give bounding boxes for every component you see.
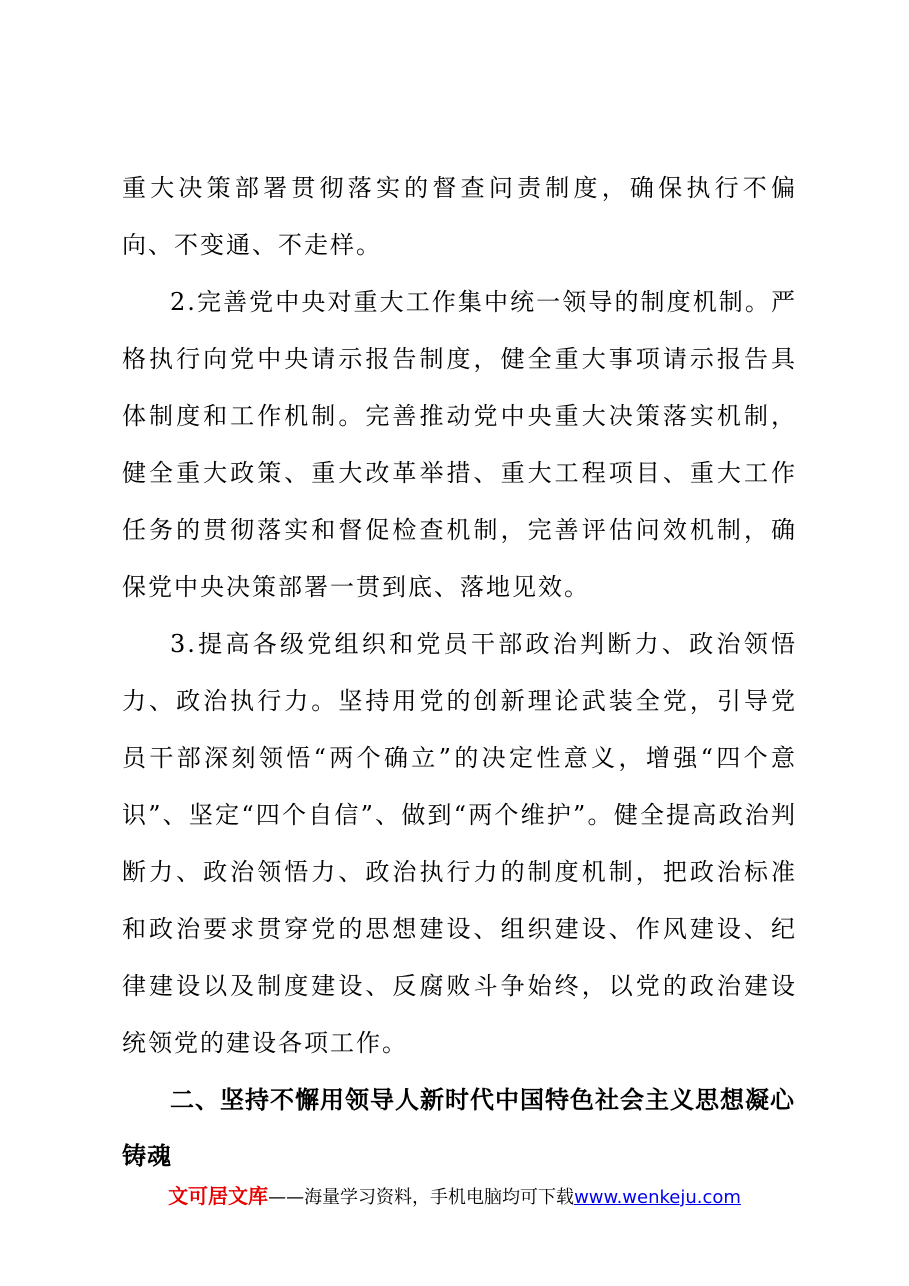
document-body (122, 160, 797, 1184)
section-heading: 二、坚持不懈用领导人新时代中国特色社会主义思想凝心铸魂 (122, 1086, 795, 1170)
footer-brand: 文可居文库 (168, 1184, 269, 1208)
footer-tagline: ——海量学习资料，手机电脑均可下载 (268, 1187, 575, 1208)
footer-website-link[interactable]: www.wenkeju.com (574, 1187, 741, 1208)
paragraph-continuation: 重大决策部署贯彻落实的督查问责制度，确保执行不偏向、不变通、不走样。 (122, 174, 797, 259)
footer-banner (0, 1182, 909, 1212)
paragraph-item-3: 3.提高各级党组织和党员干部政治判断力、政治领悟力、政治执行力。坚持用党的创新理论武装全党，引导党员干部深刻领悟“两个确立”的决定性意义，增强“四个意识”、坚定“四个自信”、做到“两个维护”。健全提高政治判断力、政治领悟力、政治执行力的制度机制，把政治标准和政治要求贯穿党的思想建设、组织建设、作风建设、纪律建设以及制度建设、反腐败斗争始终，以党的政治建设统领党的建设各项工作。 (122, 630, 797, 1057)
paragraph-item-2: 2.完善党中央对重大工作集中统一领导的制度机制。严格执行向党中央请示报告制度，健全重大事项请示报告具体制度和工作机制。完善推动党中央重大决策落实机制，健全重大政策、重大改革举措、重大工程项目、重大工作任务的贯彻落实和督促检查机制，完善评估问效机制，确保党中央决策部署一贯到底、落地见效。 (122, 288, 797, 601)
